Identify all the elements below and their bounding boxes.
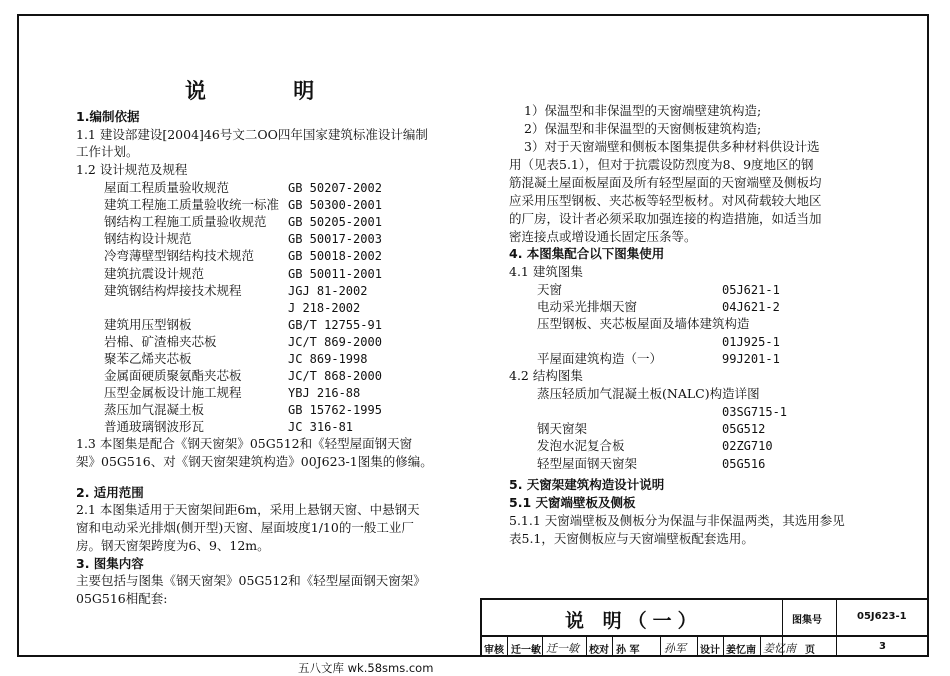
spec-name: 钢结构工程施工质量验收规范 <box>104 214 267 230</box>
arch-atlas-name: 电动采光排烟天窗 <box>537 299 638 315</box>
section-3-line-b: 05G516相配套: <box>76 591 168 606</box>
struct-atlas-name: 发泡水泥复合板 <box>537 438 625 454</box>
title-block-cell-line <box>507 636 508 657</box>
content-item-2: 2）保温型和非保温型的天窗侧板建筑构造; <box>524 121 762 136</box>
section-3-line-a: 主要包括与图集《钢天窗架》05G512和《轻型屋面钢天窗架》 <box>76 573 426 588</box>
section-5-heading: 5. 天窗架建筑构造设计说明 <box>509 477 665 492</box>
title-block-col-line <box>836 598 837 657</box>
spec-code: GB 15762-1995 <box>288 403 382 418</box>
title-block-divider <box>480 635 929 637</box>
struct-atlas-code: 03SG715-1 <box>722 405 788 419</box>
section-1-1-line-b: 工作计划。 <box>76 144 139 159</box>
footer-watermark: 五八文库 wk.58sms.com <box>298 661 434 675</box>
spec-code: JGJ 81-2002 <box>288 283 368 298</box>
title-block-cell-line <box>542 636 543 657</box>
arch-atlas-name: 天窗 <box>537 282 563 297</box>
spec-name: 冷弯薄壁型钢结构技术规范 <box>104 248 255 264</box>
page-label: 页 <box>805 645 815 656</box>
drawing-title: 说 明（一） <box>565 610 703 632</box>
struct-atlas-code: 05G516 <box>722 456 766 471</box>
review-label: 审核 <box>484 645 504 656</box>
section-2-1-line-c: 房。钢天窗架跨度为6、9、12m。 <box>76 538 270 553</box>
spec-name: 普通玻璃钢波形瓦 <box>104 419 205 435</box>
section-5-1-heading: 5.1 天窗端壁板及侧板 <box>509 495 636 510</box>
section-4-1-heading: 4.1 建筑图集 <box>509 264 583 279</box>
spec-code: J 218-2002 <box>288 300 361 315</box>
checker-signature: 孙军 <box>664 642 686 655</box>
check-label: 校对 <box>589 645 609 656</box>
content-item-3-line-b: 用（见表5.1），但对于抗震设防烈度为8、9度地区的钢 <box>509 157 814 172</box>
spec-name: 建筑用压型钢板 <box>104 316 192 332</box>
section-2-1-line-a: 2.1 本图集适用于天窗架间距6m，采用上悬钢天窗、中悬钢天 <box>76 502 420 517</box>
title-block-cell-line <box>586 636 587 657</box>
spec-code: JC 869-1998 <box>288 352 368 366</box>
designer-signature: 姜忆南 <box>763 642 796 655</box>
reviewer-name: 迁一敏 <box>511 645 541 656</box>
spec-name: 屋面工程质量验收规范 <box>104 180 230 195</box>
spec-code: JC/T 869-2000 <box>288 334 382 349</box>
section-5-1-1-line-b: 表5.1，天窗侧板应与天窗端壁板配套选用。 <box>509 531 754 546</box>
section-3-heading: 3. 图集内容 <box>76 556 144 571</box>
struct-atlas-code: 02ZG710 <box>722 439 773 454</box>
spec-code: GB 50207-2002 <box>288 181 382 195</box>
spec-name: 建筑工程施工质量验收统一标准 <box>104 197 280 213</box>
spec-code: GB 50011-2001 <box>288 266 382 281</box>
title-block-cell-line <box>660 636 661 657</box>
atlas-number: 05J623-1 <box>857 611 907 622</box>
title-block-cell-line <box>697 636 698 657</box>
spec-code: GB 50205-2001 <box>288 215 382 230</box>
struct-atlas-name: 蒸压轻质加气混凝土板(NALC)构造详图 <box>537 386 760 401</box>
section-2-heading: 2. 适用范围 <box>76 485 144 500</box>
spec-code: JC/T 868-2000 <box>288 369 382 384</box>
section-4-heading: 4. 本图集配合以下图集使用 <box>509 246 665 261</box>
spec-code: YBJ 216-88 <box>288 386 361 401</box>
spec-code: GB 50017-2003 <box>288 232 382 247</box>
page-number: 3 <box>879 641 886 652</box>
section-4-2-heading: 4.2 结构图集 <box>509 368 583 383</box>
section-1-1-line-a: 1.1 建设部建设[2004]46号文二OO四年国家建筑标准设计编制 <box>76 127 428 142</box>
spec-name: 建筑抗震设计规范 <box>104 265 205 281</box>
section-1-3-line-b: 架》05G516、对《钢天窗架建筑构造》00J623-1图集的修编。 <box>76 454 433 469</box>
spec-name: 压型金属板设计施工规程 <box>104 385 242 401</box>
spec-name: 岩棉、矿渣棉夹芯板 <box>104 333 217 349</box>
title-block-cell-line <box>723 636 724 657</box>
section-1-3-line-a: 1.3 本图集是配合《钢天窗架》05G512和《轻型屋面钢天窗 <box>76 436 413 451</box>
spec-code: GB 50018-2002 <box>288 249 382 264</box>
page-title: 说 明 <box>185 79 355 103</box>
spec-name: 蒸压加气混凝土板 <box>104 402 205 418</box>
arch-atlas-name: 平屋面建筑构造（一） <box>537 350 663 366</box>
section-5-1-1-line-a: 5.1.1 天窗端壁板及侧板分为保温与非保温两类，其选用参见 <box>509 513 845 528</box>
section-1-heading: 1.编制依据 <box>76 109 140 124</box>
designer-name: 姜忆南 <box>726 645 756 656</box>
spec-code: GB/T 12755-91 <box>288 317 382 332</box>
atlas-number-label: 图集号 <box>792 615 822 626</box>
spec-code: JC 316-81 <box>288 420 354 435</box>
content-item-3-line-a: 3）对于天窗端壁和侧板本图集提供多种材料供设计选 <box>524 139 820 154</box>
section-2-1-line-b: 窗和电动采光排烟(侧开型)天窗、屋面坡度1/10的一般工业厂 <box>76 520 414 535</box>
checker-name: 孙 军 <box>616 645 640 656</box>
arch-atlas-code: 99J201-1 <box>722 351 780 366</box>
spec-name: 聚苯乙烯夹芯板 <box>104 351 192 366</box>
arch-atlas-code: 04J621-2 <box>722 300 780 315</box>
struct-atlas-name: 轻型屋面钢天窗架 <box>537 455 638 471</box>
content-item-1: 1）保温型和非保温型的天窗端壁建筑构造; <box>524 103 762 118</box>
section-1-2-heading: 1.2 设计规范及规程 <box>76 162 188 177</box>
content-item-3-line-e: 的厂房，设计者必须采取加强连接的构造措施，如适当加 <box>509 211 822 226</box>
arch-atlas-code: 05J621-1 <box>722 283 780 297</box>
arch-atlas-name: 压型钢板、夹芯板屋面及墙体建筑构造 <box>537 316 750 332</box>
content-item-3-line-d: 应采用压型钢板、夹芯板等轻型板材。对风荷载较大地区 <box>509 193 822 208</box>
spec-code: GB 50300-2001 <box>288 198 382 213</box>
spec-name: 建筑钢结构焊接技术规程 <box>104 282 242 298</box>
spec-name: 金属面硬质聚氨酯夹芯板 <box>104 368 242 384</box>
spec-name: 钢结构设计规范 <box>104 231 192 247</box>
title-block-cell-line <box>760 636 761 657</box>
content-item-3-line-c: 筋混凝土屋面板屋面及所有轻型屋面的天窗端壁及侧板均 <box>509 175 822 190</box>
struct-atlas-code: 05G512 <box>722 422 766 436</box>
arch-atlas-code: 01J925-1 <box>722 334 780 349</box>
struct-atlas-name: 钢天窗架 <box>537 421 588 436</box>
content-item-3-line-f: 密连接点或增设通长固定压条等。 <box>509 229 697 244</box>
design-label: 设计 <box>700 645 720 656</box>
reviewer-signature: 迁一敏 <box>546 642 579 655</box>
title-block-cell-line <box>612 636 613 657</box>
